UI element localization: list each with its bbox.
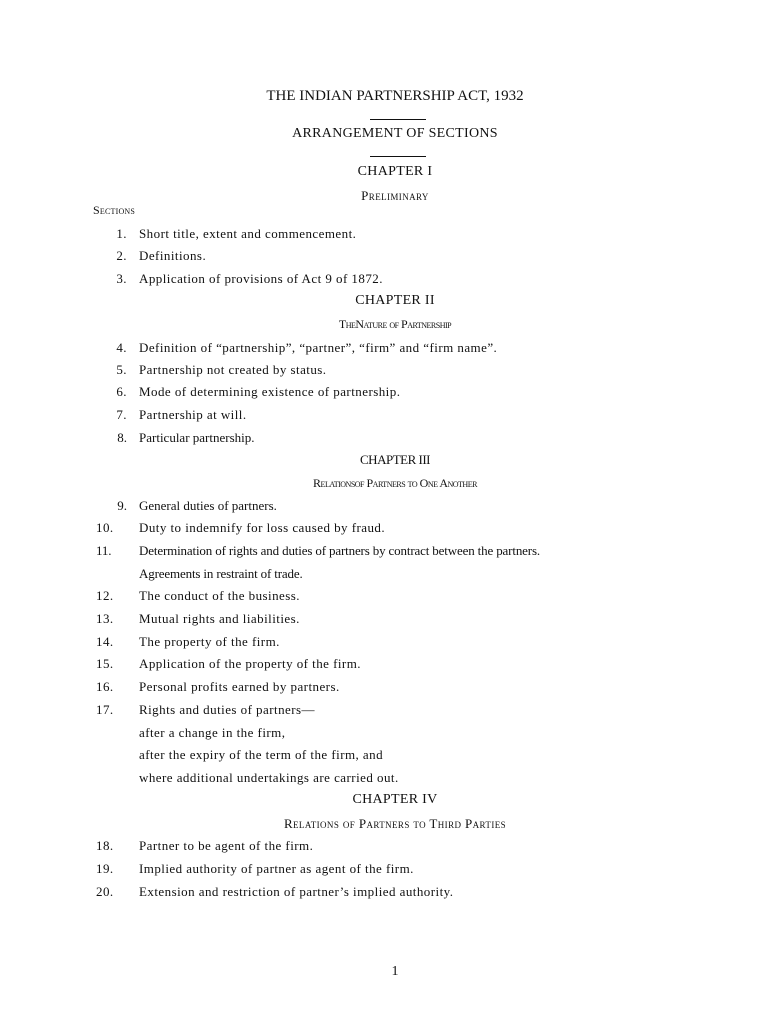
- section-continuation: Agreements in restraint of trade.: [139, 566, 303, 581]
- chapter-heading: CHAPTER III: [360, 452, 430, 467]
- section-title: Definitions.: [139, 248, 207, 263]
- list-item: [0, 407, 770, 425]
- section-number: 14.: [96, 634, 114, 649]
- list-item: [0, 430, 770, 448]
- list-item: [0, 340, 770, 358]
- section-title: Application of provisions of Act 9 of 1872.: [139, 271, 383, 286]
- arrangement-rule: [370, 156, 426, 157]
- section-title: Duty to indemnify for loss caused by fraud.: [139, 520, 386, 535]
- section-title: General duties of partners.: [139, 498, 277, 513]
- sections-label: Sections: [93, 203, 136, 217]
- document-title: THE INDIAN PARTNERSHIP ACT, 1932: [266, 88, 524, 104]
- section-title: Partnership not created by status.: [139, 362, 327, 377]
- section-title: The conduct of the business.: [139, 588, 300, 603]
- list-item: [0, 226, 770, 244]
- list-item: [0, 384, 770, 402]
- list-item: [0, 611, 770, 629]
- list-item: [0, 702, 770, 720]
- section-number: 3.: [116, 271, 127, 286]
- section-title: Mutual rights and liabilities.: [139, 611, 300, 626]
- list-item: [0, 861, 770, 879]
- list-item: [0, 362, 770, 380]
- section-number: 17.: [96, 702, 114, 717]
- chapter-subheading: TheNature of Partnership: [338, 317, 452, 331]
- list-item: [0, 679, 770, 697]
- section-title: Mode of determining existence of partnership.: [139, 384, 401, 399]
- section-number: 7.: [116, 407, 127, 422]
- section-title: Short title, extent and commencement.: [139, 226, 357, 241]
- arrangement-heading: ARRANGEMENT OF SECTIONS: [292, 126, 498, 141]
- section-number: 18.: [96, 838, 114, 853]
- list-item: [0, 656, 770, 674]
- list-item: [0, 634, 770, 652]
- list-item: [0, 884, 770, 902]
- section-number: 2.: [116, 248, 127, 263]
- section-number: 1.: [116, 226, 127, 241]
- section-number: 15.: [96, 656, 114, 671]
- list-item: [0, 498, 770, 516]
- section-title: Particular partnership.: [139, 430, 255, 445]
- section-title: Implied authority of partner as agent of the firm.: [139, 861, 414, 876]
- section-number: 11.: [96, 543, 112, 558]
- section-number: 13.: [96, 611, 114, 626]
- section-title: Extension and restriction of partner’s implied authority.: [139, 884, 454, 899]
- section-title: Partnership at will.: [139, 407, 247, 422]
- section-number: 19.: [96, 861, 114, 876]
- section-subline: after the expiry of the term of the firm, and: [139, 747, 384, 762]
- section-number: 12.: [96, 588, 114, 603]
- section-number: 5.: [116, 362, 127, 377]
- section-number: 10.: [96, 520, 114, 535]
- section-title: Application of the property of the firm.: [139, 656, 361, 671]
- list-item: [0, 838, 770, 856]
- list-item: [0, 543, 770, 561]
- section-subline: where additional undertakings are carried out.: [139, 770, 399, 785]
- list-item: [0, 248, 770, 266]
- section-title: The property of the firm.: [139, 634, 280, 649]
- section-subline: after a change in the firm,: [139, 725, 286, 740]
- chapter-subheading: Relationsof Partners to One Another: [313, 476, 477, 490]
- chapter-heading: CHAPTER II: [355, 293, 435, 308]
- section-number: 16.: [96, 679, 114, 694]
- section-title: Definition of “partnership”, “partner”, “firm” and “firm name”.: [139, 340, 498, 355]
- section-number: 9.: [117, 498, 127, 513]
- list-item: [0, 588, 770, 606]
- chapter-subheading: Relations of Partners to Third Parties: [283, 816, 507, 831]
- list-item: [0, 271, 770, 289]
- section-number: 6.: [116, 384, 127, 399]
- section-title: Personal profits earned by partners.: [139, 679, 340, 694]
- title-rule: [370, 119, 426, 120]
- section-title: Rights and duties of partners—: [139, 702, 315, 717]
- section-number: 20.: [96, 884, 114, 899]
- section-number: 4.: [116, 340, 127, 355]
- section-title: Partner to be agent of the firm.: [139, 838, 314, 853]
- list-item: [0, 520, 770, 538]
- section-number: 8.: [117, 430, 127, 445]
- chapter-heading: CHAPTER IV: [352, 792, 438, 807]
- chapter-subheading: Preliminary: [361, 188, 429, 203]
- chapter-heading: CHAPTER I: [357, 164, 433, 179]
- section-title: Determination of rights and duties of partners by contract between the partners.: [139, 543, 540, 558]
- page-number: 1: [391, 964, 399, 979]
